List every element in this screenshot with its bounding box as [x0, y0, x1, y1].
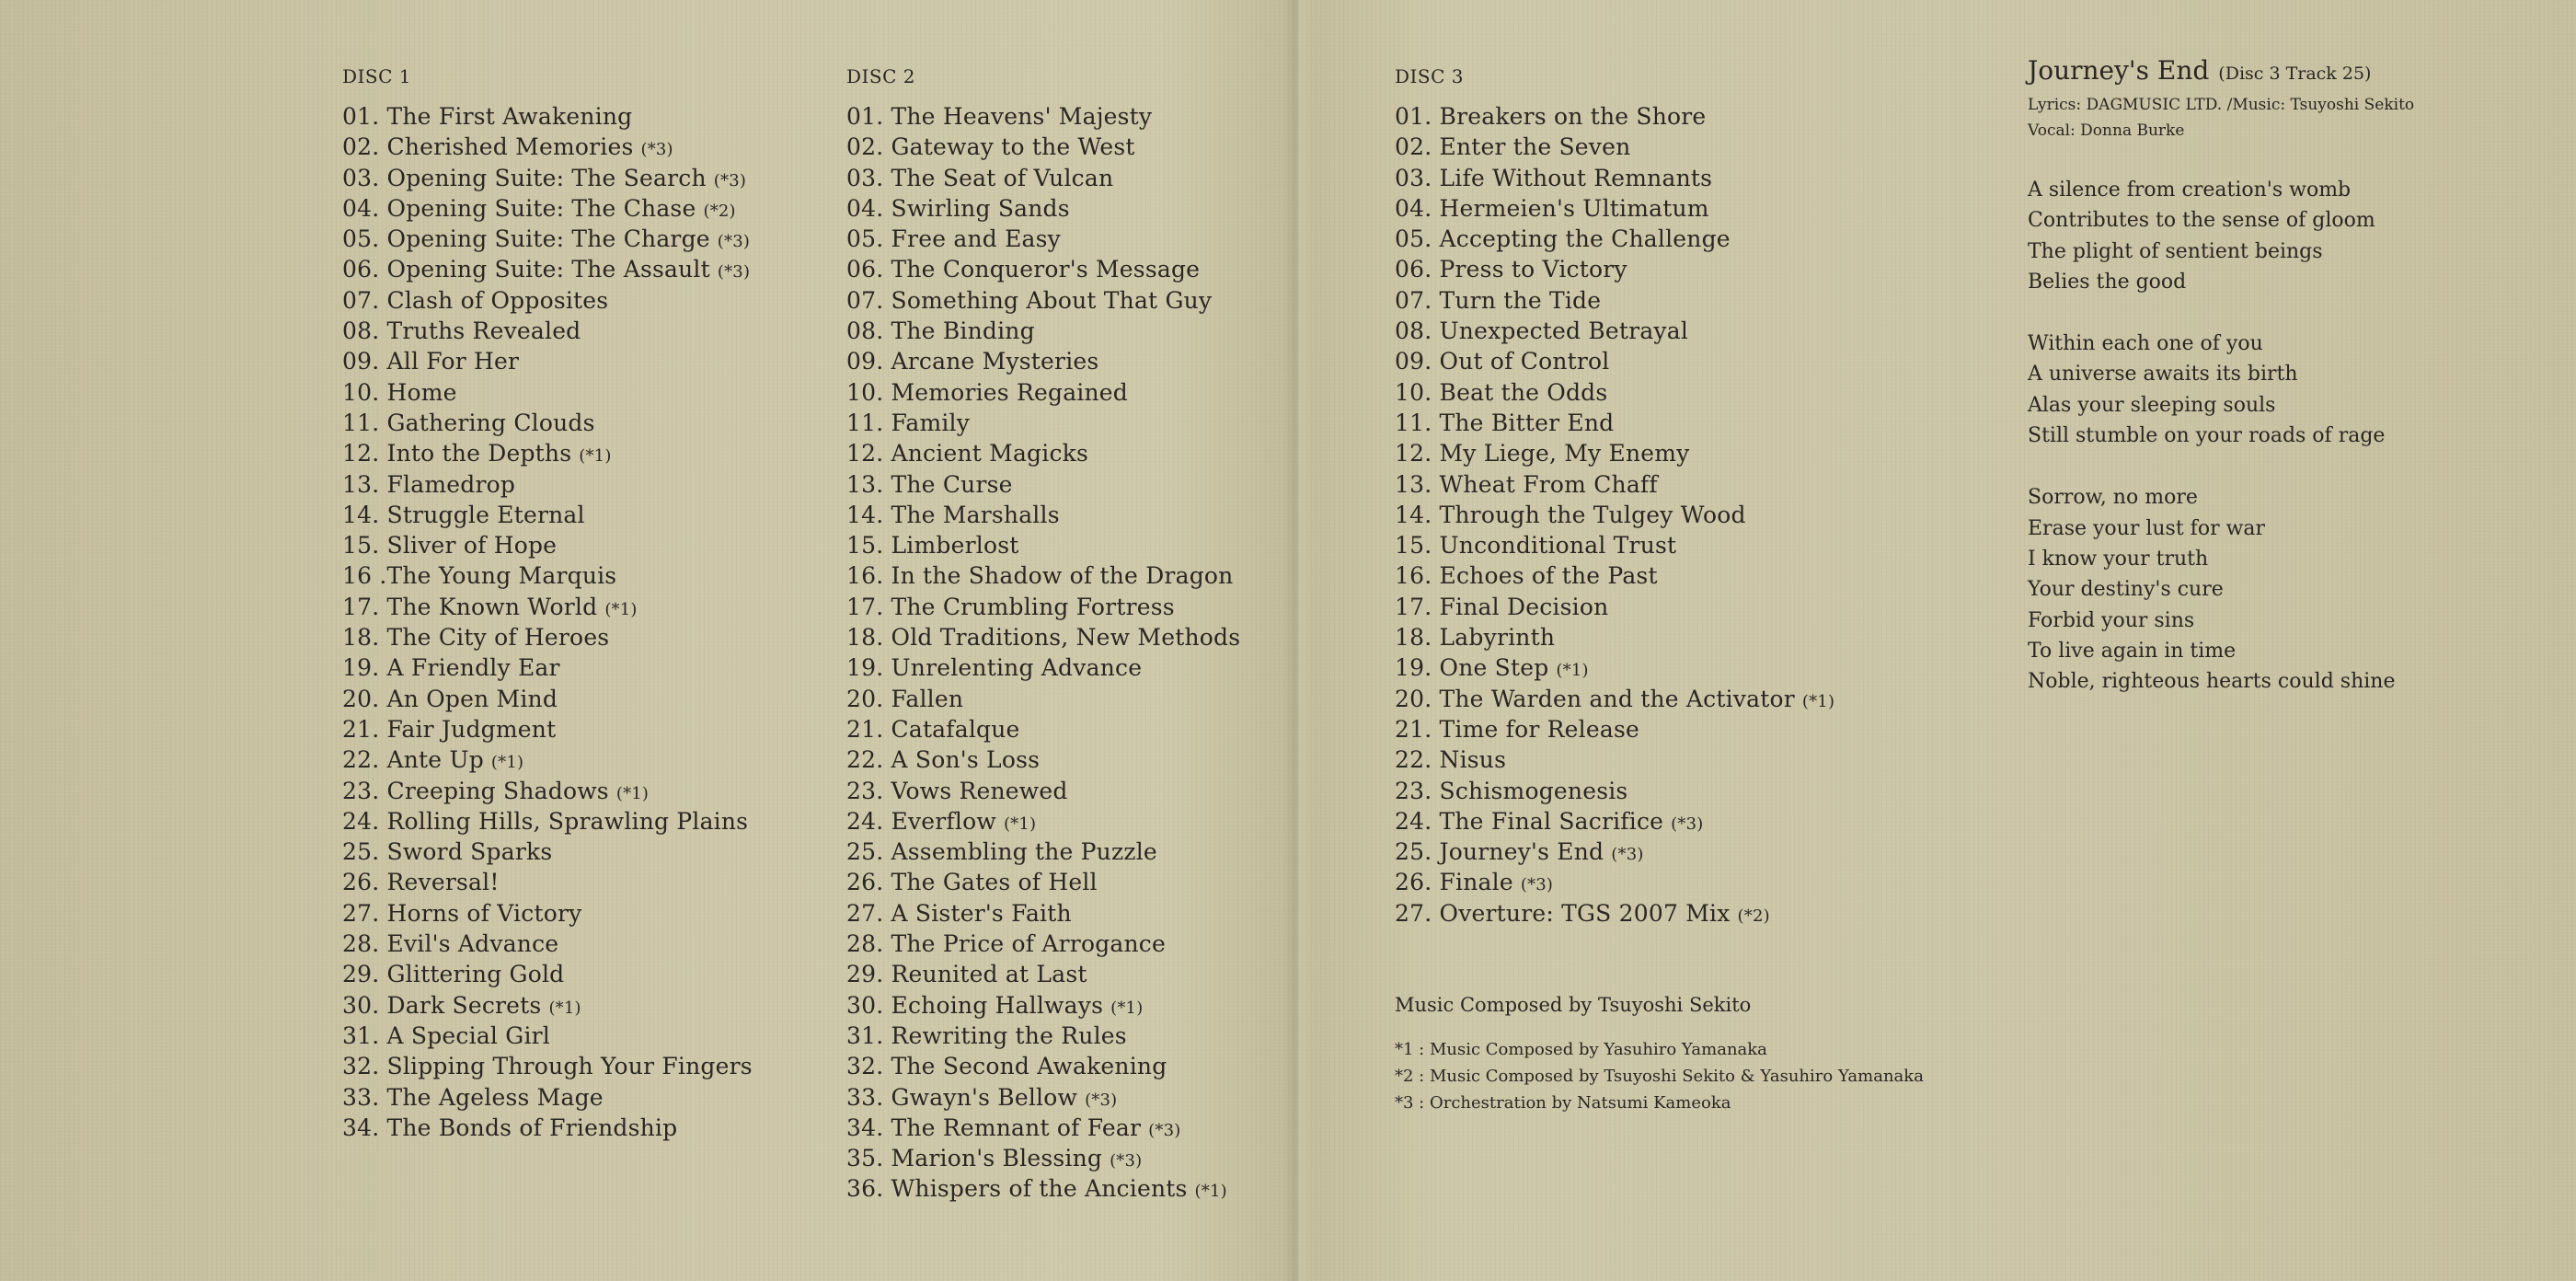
track-title: 36. Whispers of the Ancients: [846, 1175, 1188, 1203]
track-item: [1395, 346, 1834, 376]
track-title: 14. Through the Tulgey Wood: [1395, 501, 1746, 528]
track-title: 29. Reunited at Last: [846, 961, 1087, 988]
track-title: 15. Limberlost: [846, 532, 1019, 560]
track-title: 13. Wheat From Chaff: [1395, 470, 1658, 498]
track-item: [1395, 684, 1834, 714]
track-item: [1395, 101, 1834, 132]
track-title: 01. The First Awakening: [342, 103, 633, 130]
track-title: 32. Slipping Through Your Fingers: [342, 1053, 753, 1080]
track-item: [846, 408, 1240, 438]
track-title: 08. Unexpected Betrayal: [1395, 317, 1689, 345]
track-item: [846, 898, 1240, 929]
lyric-line: Erase your lust for war: [2028, 516, 2266, 540]
track-title: 30. Dark Secrets: [342, 991, 542, 1019]
footnote-2: *2 : Music Composed by Tsuyoshi Sekito & Yasuhiro Yamanaka: [1395, 1067, 1924, 1086]
track-title: 16. Echoes of the Past: [1395, 562, 1658, 590]
lyrics-panel: [2028, 50, 2414, 697]
track-item: [342, 469, 753, 500]
disc-2-label: DISC 2: [846, 65, 916, 87]
track-item: [1395, 163, 1834, 193]
track-item: [342, 101, 753, 132]
track-title: 05. Accepting the Challenge: [1395, 225, 1731, 253]
track-item: [846, 1082, 1240, 1113]
track-title: 07. Something About That Guy: [846, 286, 1213, 314]
track-note: (*3): [640, 140, 673, 160]
track-title: 26. Reversal!: [342, 869, 500, 896]
track-title: 12. Ancient Magicks: [846, 440, 1089, 467]
track-title: 04. Hermeien's Ultimatum: [1395, 194, 1709, 222]
track-title: 03. The Seat of Vulcan: [846, 164, 1114, 191]
track-title: 33. Gwayn's Bellow: [846, 1083, 1078, 1111]
booklet-fold: [1283, 0, 1311, 1281]
track-item: [846, 959, 1240, 989]
track-item: [342, 929, 753, 959]
track-note: (*1): [615, 783, 650, 803]
track-note: (*3): [1085, 1090, 1118, 1110]
track-item: [846, 776, 1240, 806]
track-item: [1395, 530, 1834, 560]
track-item: [1395, 652, 1834, 683]
track-item: [846, 622, 1240, 652]
track-item: [342, 1082, 753, 1113]
track-title: 25. Assembling the Puzzle: [846, 838, 1157, 866]
footnote-3: *3 : Orchestration by Natsumi Kameoka: [1395, 1093, 1731, 1113]
track-item: [846, 714, 1240, 744]
track-item: [342, 560, 753, 591]
track-item: [1395, 408, 1834, 438]
track-item: [342, 898, 753, 929]
track-item: [342, 1113, 753, 1143]
track-title: 21. Catafalque: [846, 715, 1020, 743]
track-title: 02. Enter the Seven: [1395, 133, 1631, 161]
track-note: (*3): [713, 170, 747, 190]
track-item: [1395, 560, 1834, 591]
track-item: [1395, 867, 1834, 897]
track-item: [342, 990, 753, 1021]
track-title: 08. Truths Revealed: [342, 317, 581, 345]
track-item: [1395, 714, 1834, 744]
lyric-line: I know your truth: [2028, 547, 2209, 571]
track-item: [846, 254, 1240, 284]
lyric-line: Sorrow, no more: [2028, 486, 2198, 510]
track-item: [342, 254, 753, 284]
track-item: [1395, 377, 1834, 408]
disc-2-column: [846, 61, 1240, 1205]
track-title: 13. The Curse: [846, 470, 1013, 498]
track-item: [1395, 500, 1834, 530]
track-item: [342, 684, 753, 714]
track-note: (*1): [1003, 814, 1037, 834]
track-title: 23. Creeping Shadows: [342, 777, 609, 804]
track-title: 25. Journey's End: [1395, 838, 1604, 866]
lyric-line: Alas your sleeping souls: [2028, 393, 2276, 417]
lyric-line: The plight of sentient beings: [2028, 239, 2323, 263]
track-item: [1395, 898, 1834, 929]
lyric-stanza-1: [2028, 175, 2414, 297]
track-item: [1395, 132, 1834, 162]
track-title: 15. Unconditional Trust: [1395, 532, 1677, 560]
track-note: (*3): [1148, 1120, 1181, 1140]
lyric-line: Forbid your sins: [2028, 608, 2195, 632]
track-title: 18. The City of Heroes: [342, 624, 610, 652]
track-item: [846, 438, 1240, 468]
track-title: 06. Opening Suite: The Assault: [342, 256, 710, 283]
track-item: [1395, 469, 1834, 500]
track-item: [342, 714, 753, 744]
disc-3-column: [1395, 61, 1834, 929]
track-item: [342, 132, 753, 162]
track-item: [846, 316, 1240, 346]
track-item: [342, 316, 753, 346]
track-title: 32. The Second Awakening: [846, 1053, 1167, 1080]
song-title-row: [2028, 50, 2414, 92]
track-title: 03. Opening Suite: The Search: [342, 164, 707, 191]
track-note: (*1): [490, 753, 524, 773]
track-item: [846, 837, 1240, 867]
track-item: [846, 684, 1240, 714]
track-title: 29. Glittering Gold: [342, 961, 565, 988]
track-title: 04. Opening Suite: The Chase: [342, 194, 696, 222]
track-title: 12. My Liege, My Enemy: [1395, 440, 1690, 467]
track-title: 04. Swirling Sands: [846, 194, 1070, 222]
track-item: [846, 346, 1240, 376]
track-title: 11. The Bitter End: [1395, 409, 1615, 436]
track-item: [846, 1021, 1240, 1051]
track-title: 33. The Ageless Mage: [342, 1083, 604, 1111]
track-item: [1395, 622, 1834, 652]
track-item: [1395, 776, 1834, 806]
lyric-line: Within each one of you: [2028, 332, 2263, 356]
track-title: 28. The Price of Arrogance: [846, 930, 1166, 958]
track-item: [342, 163, 753, 193]
track-note: (*1): [1110, 998, 1144, 1018]
track-note: (*3): [717, 232, 751, 252]
track-item: [1395, 806, 1834, 837]
track-title: 34. The Bonds of Friendship: [342, 1114, 678, 1141]
track-item: [846, 1051, 1240, 1081]
track-item: [1395, 438, 1834, 468]
track-item: [846, 469, 1240, 500]
track-title: 09. All For Her: [342, 348, 520, 375]
track-note: (*1): [548, 998, 581, 1018]
track-item: [342, 959, 753, 989]
track-item: [846, 193, 1240, 224]
track-title: 25. Sword Sparks: [342, 838, 553, 866]
track-item: [342, 776, 753, 806]
track-item: [1395, 285, 1834, 316]
track-item: [342, 744, 753, 775]
track-title: 01. Breakers on the Shore: [1395, 103, 1707, 130]
track-title: 15. Sliver of Hope: [342, 532, 558, 560]
track-note: (*3): [1110, 1151, 1143, 1171]
track-title: 19. Unrelenting Advance: [846, 654, 1143, 682]
lyric-line: A silence from creation's womb: [2028, 179, 2352, 202]
track-item: [342, 408, 753, 438]
track-item: [342, 346, 753, 376]
disc-3-tracklist: [1395, 101, 1834, 929]
track-item: [846, 224, 1240, 254]
track-note: (*2): [703, 201, 736, 221]
track-note: (*3): [1671, 814, 1704, 834]
track-title: 23. Schismogenesis: [1395, 777, 1628, 804]
track-title: 14. The Marshalls: [846, 501, 1060, 528]
track-note: (*1): [1801, 691, 1835, 711]
track-title: 22. A Son's Loss: [846, 746, 1041, 774]
track-title: 16. In the Shadow of the Dragon: [846, 562, 1234, 590]
track-item: [846, 806, 1240, 837]
track-title: 20. The Warden and the Activator: [1395, 685, 1795, 712]
track-item: [342, 224, 753, 254]
song-reference: (Disc 3 Track 25): [2218, 63, 2372, 84]
track-note: (*1): [579, 446, 612, 467]
track-title: 11. Family: [846, 409, 971, 436]
track-item: [1395, 316, 1834, 346]
track-title: 27. Horns of Victory: [342, 899, 582, 927]
composer-credit: Music Composed by Tsuyoshi Sekito: [1395, 994, 1752, 1016]
track-item: [1395, 224, 1834, 254]
disc-2-tracklist: [846, 101, 1240, 1205]
track-title: 17. The Known World: [342, 593, 598, 620]
track-item: [342, 438, 753, 468]
lyric-line: Still stumble on your roads of rage: [2028, 424, 2386, 448]
track-title: 09. Arcane Mysteries: [846, 348, 1099, 375]
track-title: 31. Rewriting the Rules: [846, 1021, 1127, 1049]
track-title: 08. The Binding: [846, 317, 1035, 345]
track-item: [342, 530, 753, 560]
track-title: 22. Nisus: [1395, 746, 1507, 774]
track-title: 10. Home: [342, 378, 457, 406]
track-title: 10. Beat the Odds: [1395, 378, 1608, 406]
track-item: [1395, 592, 1834, 622]
track-title: 17. The Crumbling Fortress: [846, 593, 1175, 620]
lyric-line: A universe awaits its birth: [2028, 363, 2298, 387]
track-title: 10. Memories Regained: [846, 378, 1128, 406]
track-item: [342, 592, 753, 622]
footnote-1: *1 : Music Composed by Yasuhiro Yamanaka: [1395, 1040, 1767, 1059]
track-title: 12. Into the Depths: [342, 440, 572, 467]
track-item: [846, 560, 1240, 591]
track-title: 16 .The Young Marquis: [342, 562, 617, 590]
track-item: [846, 867, 1240, 897]
track-title: 06. The Conqueror's Message: [846, 256, 1201, 283]
track-title: 11. Gathering Clouds: [342, 409, 595, 436]
track-item: [846, 530, 1240, 560]
track-title: 21. Time for Release: [1395, 715, 1639, 743]
lyrics-music-credit: Lyrics: DAGMUSIC LTD. /Music: Tsuyoshi Sekito: [2028, 96, 2415, 114]
track-title: 24. Everflow: [846, 807, 996, 835]
track-title: 26. Finale: [1395, 869, 1513, 896]
track-title: 20. An Open Mind: [342, 685, 558, 712]
track-title: 19. One Step: [1395, 654, 1549, 682]
track-title: 20. Fallen: [846, 685, 964, 712]
track-title: 18. Old Traditions, New Methods: [846, 624, 1241, 652]
track-note: (*3): [1611, 845, 1644, 865]
track-item: [846, 1173, 1240, 1204]
track-item: [846, 1143, 1240, 1173]
track-item: [342, 377, 753, 408]
track-title: 22. Ante Up: [342, 746, 484, 774]
music-credits: [1395, 988, 1924, 1116]
track-title: 05. Opening Suite: The Charge: [342, 225, 710, 253]
track-item: [342, 1051, 753, 1081]
song-title: Journey's End: [2028, 55, 2210, 86]
track-title: 07. Clash of Opposites: [342, 286, 609, 314]
track-item: [1395, 837, 1834, 867]
track-item: [342, 1021, 753, 1051]
lyric-stanza-3: [2028, 482, 2414, 697]
track-title: 30. Echoing Hallways: [846, 991, 1104, 1019]
track-title: 28. Evil's Advance: [342, 930, 559, 958]
track-title: 14. Struggle Eternal: [342, 501, 585, 528]
track-note: (*1): [1194, 1182, 1227, 1202]
track-item: [846, 163, 1240, 193]
track-note: (*3): [717, 262, 751, 283]
track-item: [1395, 744, 1834, 775]
track-title: 03. Life Without Remnants: [1395, 164, 1713, 191]
lyric-line: Noble, righteous hearts could shine: [2028, 670, 2396, 694]
disc-3-label: DISC 3: [1395, 65, 1465, 87]
track-title: 05. Free and Easy: [846, 225, 1062, 253]
track-title: 01. The Heavens' Majesty: [846, 103, 1153, 130]
track-item: [846, 132, 1240, 162]
disc-1-tracklist: [342, 101, 753, 1143]
track-title: 09. Out of Control: [1395, 348, 1610, 375]
track-title: 06. Press to Victory: [1395, 256, 1627, 283]
track-item: [846, 285, 1240, 316]
track-item: [342, 285, 753, 316]
track-title: 21. Fair Judgment: [342, 715, 557, 743]
track-title: 27. Overture: TGS 2007 Mix: [1395, 899, 1731, 927]
vocal-credit: Vocal: Donna Burke: [2028, 121, 2185, 140]
track-title: 23. Vows Renewed: [846, 777, 1068, 804]
track-title: 18. Labyrinth: [1395, 624, 1556, 652]
track-title: 07. Turn the Tide: [1395, 286, 1602, 314]
track-item: [846, 500, 1240, 530]
track-title: 27. A Sister's Faith: [846, 899, 1072, 927]
track-title: 02. Cherished Memories: [342, 133, 634, 161]
lyric-stanza-2: [2028, 329, 2414, 451]
track-item: [342, 193, 753, 224]
track-item: [342, 622, 753, 652]
track-title: 35. Marion's Blessing: [846, 1145, 1103, 1172]
track-item: [846, 744, 1240, 775]
track-item: [846, 592, 1240, 622]
track-title: 17. Final Decision: [1395, 593, 1609, 620]
track-title: 24. The Final Sacrifice: [1395, 807, 1664, 835]
track-item: [342, 652, 753, 683]
track-item: [846, 652, 1240, 683]
track-item: [846, 929, 1240, 959]
track-item: [342, 837, 753, 867]
track-item: [846, 377, 1240, 408]
track-item: [846, 990, 1240, 1021]
track-title: 34. The Remnant of Fear: [846, 1114, 1142, 1141]
track-item: [1395, 193, 1834, 224]
track-item: [846, 1113, 1240, 1143]
track-item: [342, 806, 753, 837]
track-note: (*1): [604, 599, 638, 619]
disc-1-column: [342, 61, 753, 1143]
track-note: (*2): [1737, 906, 1770, 926]
track-title: 24. Rolling Hills, Sprawling Plains: [342, 807, 749, 835]
track-title: 26. The Gates of Hell: [846, 869, 1098, 896]
lyric-line: Contributes to the sense of gloom: [2028, 209, 2375, 233]
lyric-line: Belies the good: [2028, 270, 2187, 294]
lyric-line: To live again in time: [2028, 639, 2237, 663]
track-item: [342, 867, 753, 897]
track-note: (*3): [1520, 875, 1554, 895]
track-item: [1395, 254, 1834, 284]
track-item: [846, 101, 1240, 132]
track-title: 31. A Special Girl: [342, 1021, 550, 1049]
track-note: (*1): [1556, 661, 1589, 681]
track-title: 13. Flamedrop: [342, 470, 516, 498]
track-title: 19. A Friendly Ear: [342, 654, 560, 682]
track-item: [342, 500, 753, 530]
lyric-line: Your destiny's cure: [2028, 578, 2224, 602]
disc-1-label: DISC 1: [342, 65, 412, 87]
track-title: 02. Gateway to the West: [846, 133, 1135, 161]
